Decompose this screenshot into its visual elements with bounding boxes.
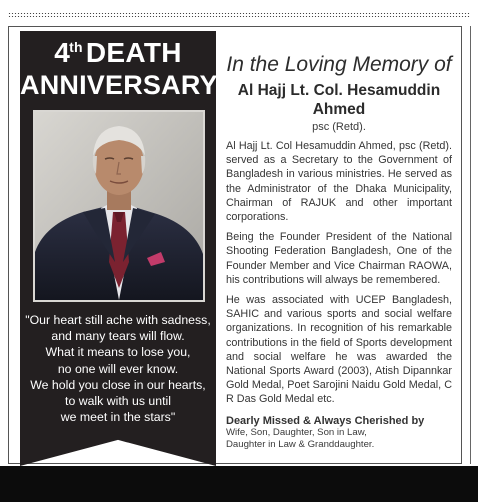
portrait-illustration bbox=[35, 112, 203, 300]
family-line: Daughter in Law & Granddaughter. bbox=[226, 439, 375, 451]
name-suffix: psc (Retd). bbox=[312, 121, 366, 133]
quote-line: We hold you close in our hearts, bbox=[30, 377, 206, 392]
column-rule bbox=[470, 26, 471, 464]
quote-line: What it means to lose you, bbox=[45, 345, 191, 360]
dotted-line bbox=[8, 13, 470, 14]
dotted-line bbox=[8, 16, 470, 17]
quote-line: and many tears will flow. bbox=[51, 329, 185, 344]
family-line: Wife, Son, Daughter, Son in Law, bbox=[226, 426, 367, 438]
deceased-name: Al Hajj Lt. Col. Hesamuddin Ahmed bbox=[237, 82, 441, 118]
banner-title bbox=[20, 37, 216, 101]
memorial-text-column bbox=[226, 52, 452, 452]
quote-line: we meet in the stars" bbox=[60, 410, 176, 425]
closing-heading: Dearly Missed & Always Cherished by bbox=[226, 414, 425, 427]
biography-paragraph: Being the Founder President of the National Shooting Federation Bangladesh, One of the Founder Member and Vice Chairman RAOWA, his contributions will always be remembered. bbox=[226, 231, 452, 286]
dotted-cut-border bbox=[0, 0, 478, 24]
ordinal-number: 4 bbox=[54, 37, 71, 68]
biography-paragraph: Al Hajj Lt. Col Hesamuddin Ahmed, psc (Retd). served as a Secretary to the Government of Bangladesh in various ministries. He served as the Administrator of the Dhaka Municipality, Chairman of RAJUK and other important corporations. bbox=[226, 140, 452, 224]
biography-paragraph: He was associated with UCEP Bangladesh, SAHIC and various sports and social welfare organizations. In recognition of his remarkable contributions in the field of Sports development and social welfare he was awarded the National Sports Award (2003), Atish Dipannkar Gold Medal, Poet Sarojini Naidu Gold Medal, C R Das Gold Medal etc. bbox=[226, 294, 452, 406]
banner-title-line1 bbox=[20, 37, 216, 69]
memory-heading: In the Loving Memory of bbox=[226, 53, 452, 76]
death-word: DEATH bbox=[85, 37, 182, 68]
quote-line: to walk with us until bbox=[65, 394, 171, 409]
banner-title-line2: ANNIVERSARY bbox=[20, 70, 218, 100]
ordinal-suffix: th bbox=[69, 38, 83, 55]
quote-line: no one will ever know. bbox=[57, 361, 179, 376]
portrait-photo bbox=[33, 110, 205, 302]
bottom-black-bar bbox=[0, 466, 478, 502]
quote-line: "Our heart still ache with sadness, bbox=[25, 313, 211, 327]
memorial-quote bbox=[22, 312, 214, 425]
